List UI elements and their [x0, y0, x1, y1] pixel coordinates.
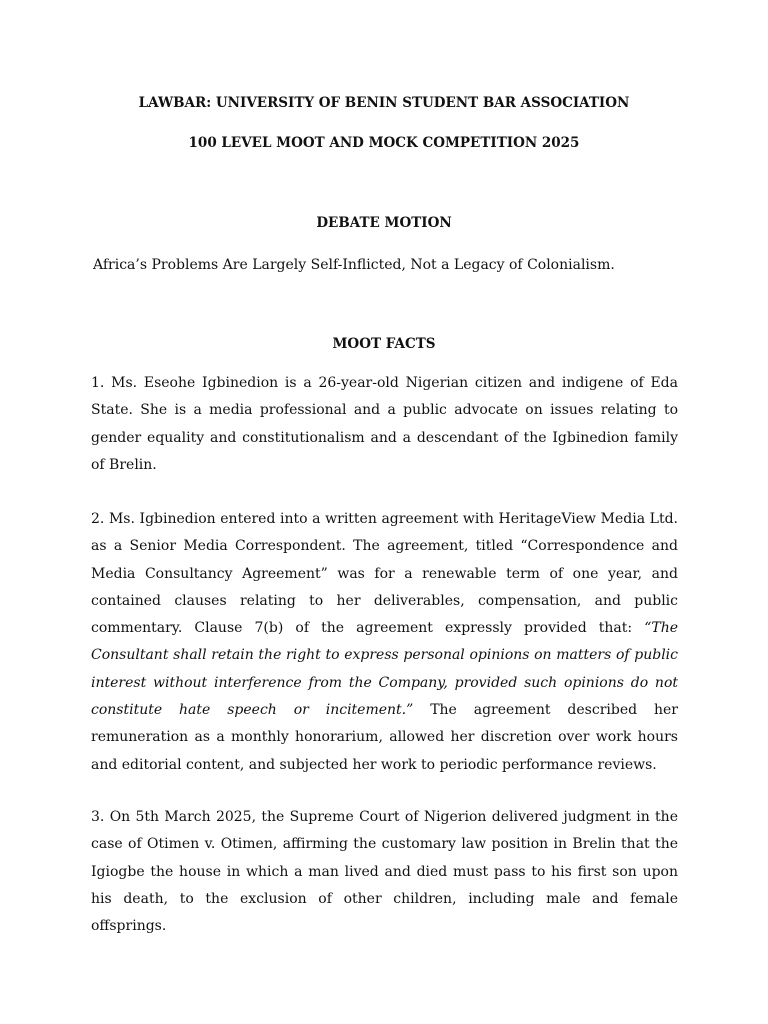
moot-facts-heading: MOOT FACTS [332, 336, 436, 352]
fact-paragraph-1: 1. Ms. Eseohe Igbinedion is a 26-year-old Nigerian citizen and indigene of Eda State. She is a media professional and a public advocate on issues relating to gender equality and constitutionalism and a descendant of the Igbinedion family of Brelin. [91, 375, 678, 473]
fact-paragraph-2 [91, 506, 678, 779]
competition-title: 100 LEVEL MOOT AND MOCK COMPETITION 2025 [188, 135, 580, 151]
fact-2-intro: 2. Ms. Igbinedion entered into a written agreement with HeritageView Media Ltd. as a Senior Media Correspondent. The agreement, titled “Correspondence and Media Consultancy Agreement” was for a renewable term of one year, and contained clauses relating to her deliverables, compensation, and public commentary. Clause 7(b) of the agreement expressly provided that: [91, 511, 678, 637]
debate-motion-text: Africa’s Problems Are Largely Self-Inflicted, Not a Legacy of Colonialism. [93, 257, 615, 273]
fact-2-conclusion: The agreement described her remuneration as a monthly honorarium, allowed her discretion over work hours and editorial content, and subjected her work to periodic performance reviews. [91, 702, 678, 773]
clause-7b-quote: “The Consultant shall retain the right to express personal opinions on matters of public interest without interference from the Company, provided such opinions do not constitute hate speech or incitement.” [91, 620, 678, 719]
fact-paragraph-3: 3. On 5th March 2025, the Supreme Court of Nigerion delivered judgment in the case of Otimen v. Otimen, affirming the customary law position in Brelin that the Igiogbe the house in which a man lived and died must pass to his first son upon his death, to the exclusion of other children, including male and female offsprings. [91, 809, 678, 935]
association-title: LAWBAR: UNIVERSITY OF BENIN STUDENT BAR ASSOCIATION [138, 95, 630, 111]
debate-motion-heading: DEBATE MOTION [316, 215, 452, 231]
